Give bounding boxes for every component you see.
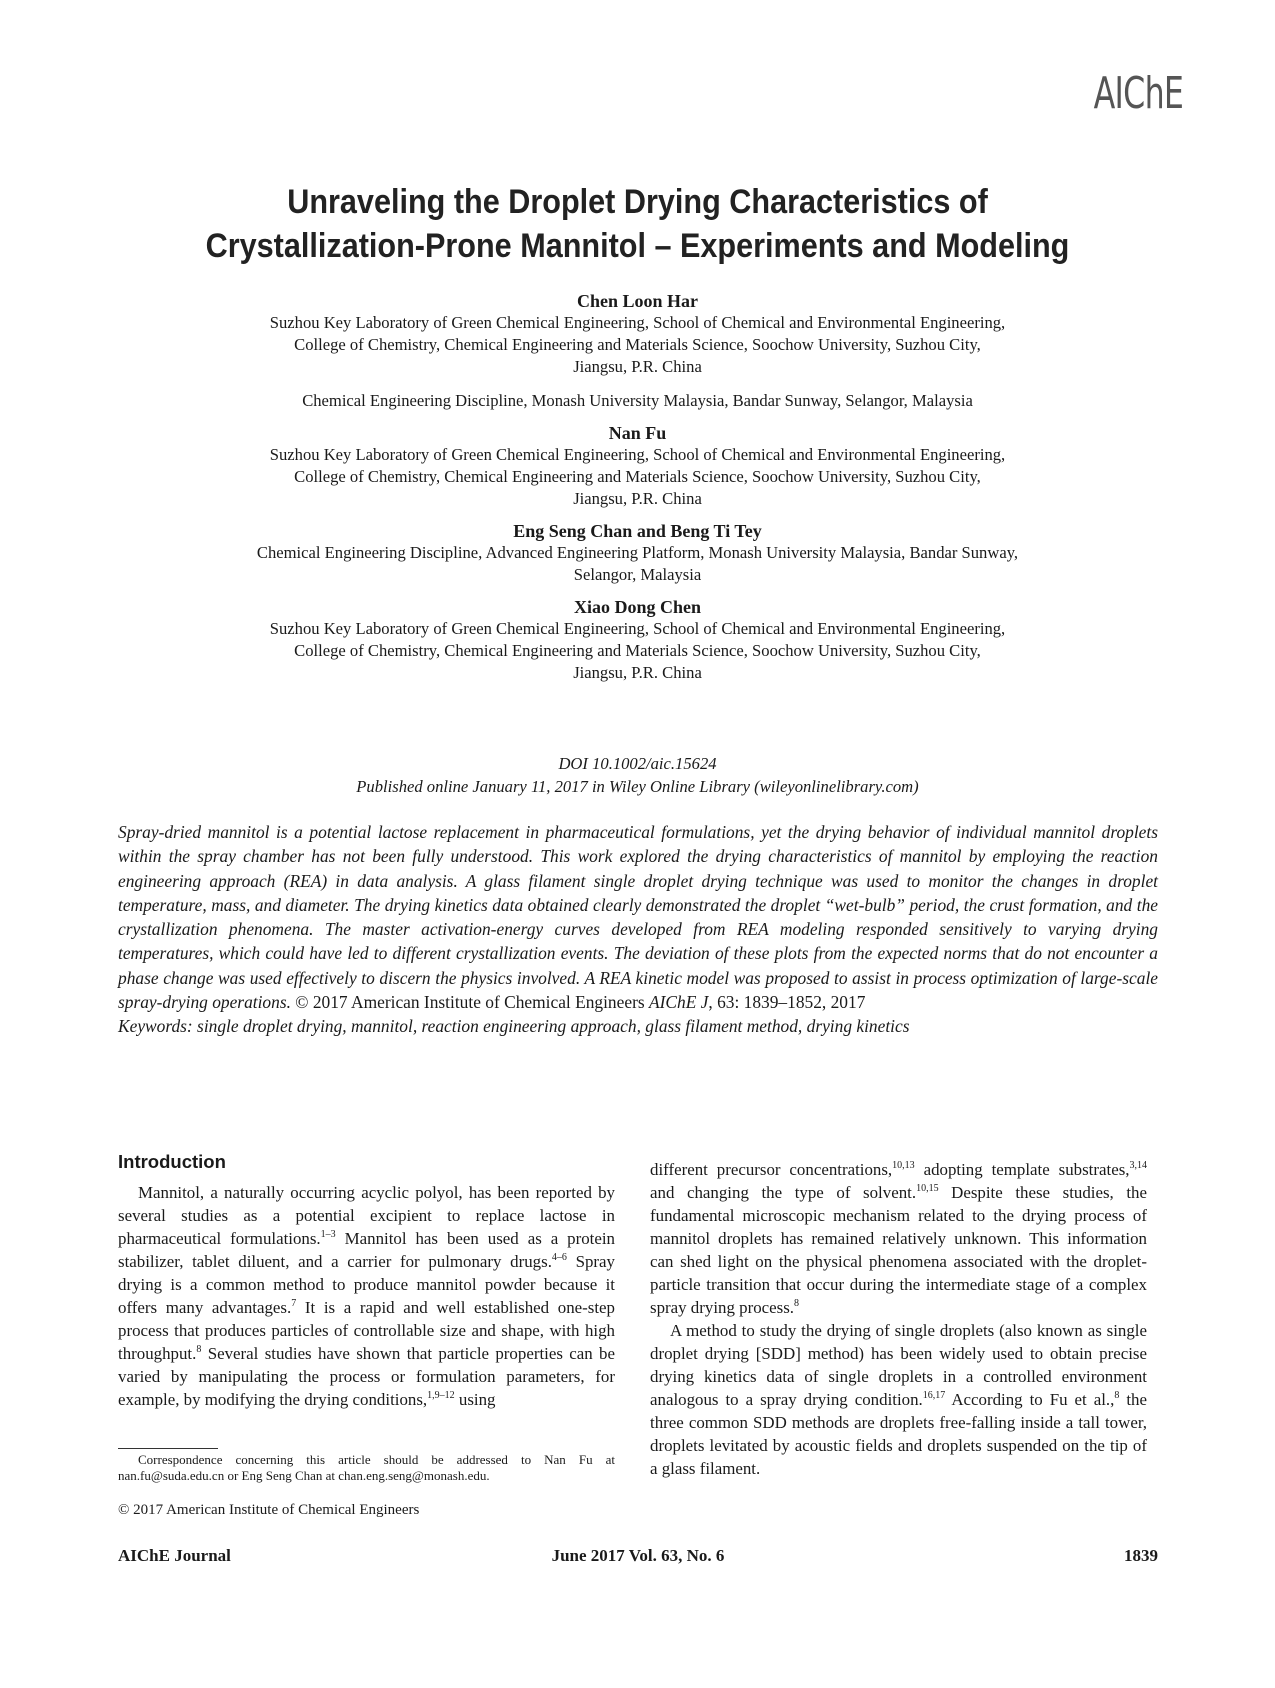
reference-citation[interactable]: 3,14 <box>1129 1160 1147 1171</box>
affiliation-line: Chemical Engineering Discipline, Advanced Engineering Platform, Monash University Malaysia, Bandar Sunway, <box>256 543 1019 562</box>
author-entry <box>110 520 1165 586</box>
footnote-text: Correspondence concerning this article should be addressed to Nan Fu at nan.fu@suda.edu.cn or Eng Seng Chan at chan.eng.seng@monash.edu. <box>118 1452 615 1483</box>
abstract-copyright: © 2017 American Institute of Chemical Engineers <box>290 992 649 1013</box>
publication-info <box>110 752 1165 798</box>
reference-citation[interactable]: 8 <box>196 1344 202 1355</box>
affiliation-line: Suzhou Key Laboratory of Green Chemical Engineering, School of Chemical and Environmental Engineering, <box>269 619 1006 638</box>
journal-abbrev: AIChE J <box>648 992 709 1013</box>
footnote-divider <box>118 1448 218 1449</box>
left-column <box>118 1150 615 1411</box>
abstract-body <box>118 820 1158 1014</box>
keywords: Keywords: single droplet drying, mannitol, reaction engineering approach, glass filament method, drying kinetics <box>118 1016 910 1037</box>
affiliation-line: College of Chemistry, Chemical Engineering and Materials Science, Soochow University, Suzhou City, <box>294 467 981 486</box>
page-number: 1839 <box>1124 1546 1158 1565</box>
abstract <box>118 820 1158 1039</box>
footer-journal: AIChE Journal <box>118 1546 231 1565</box>
published-online: Published online January 11, 2017 in Wiley Online Library (wileyonlinelibrary.com) <box>356 777 919 796</box>
footer-issue: June 2017 Vol. 63, No. 6 <box>551 1546 725 1565</box>
affiliation-line: College of Chemistry, Chemical Engineering and Materials Science, Soochow University, Suzhou City, <box>294 641 981 660</box>
doi[interactable]: DOI 10.1002/aic.15624 <box>558 754 717 773</box>
right-column <box>650 1158 1147 1480</box>
author-entry <box>110 290 1165 412</box>
author-name: Nan Fu <box>608 423 667 443</box>
reference-citation[interactable]: 1,9–12 <box>427 1390 455 1401</box>
reference-citation[interactable]: 8 <box>1114 1390 1120 1401</box>
page-footer <box>118 1544 1158 1568</box>
reference-citation[interactable]: 10,15 <box>916 1183 939 1194</box>
article-title <box>110 180 1165 268</box>
affiliation-line: Jiangsu, P.R. China <box>573 489 702 508</box>
reference-citation[interactable]: 4–6 <box>551 1252 567 1263</box>
author-name: Eng Seng Chan and Beng Ti Tey <box>513 521 762 541</box>
reference-citation[interactable]: 1–3 <box>320 1229 336 1240</box>
author-entry <box>110 422 1165 510</box>
affiliation-line: Jiangsu, P.R. China <box>573 357 702 376</box>
affiliation-line: Suzhou Key Laboratory of Green Chemical Engineering, School of Chemical and Environmental Engineering, <box>269 313 1006 332</box>
affiliation-line: Suzhou Key Laboratory of Green Chemical Engineering, School of Chemical and Environmental Engineering, <box>269 445 1006 464</box>
reference-citation[interactable]: 10,13 <box>892 1160 915 1171</box>
reference-citation[interactable]: 16,17 <box>922 1390 946 1401</box>
abstract-citation: , 63: 1839–1852, 2017 <box>708 992 866 1013</box>
intro-paragraph: Mannitol, a naturally occurring acyclic polyol, has been reported by several studies as a potential excipient to replace lactose in pharmaceutical formulations.$^{1-3}$ Mannitol has been used as a protein stabilizer, tablet diluent, and a carrier for pulmonary drugs.$^{4-6}$ Spray drying is a common method to produce mannitol powder because it offers many advantages.$^7$ It is a rapid and well established one-step process that produces particles of controllable size and shape, with high throughput.$^8$ Several studies have shown that particle properties can be varied by manipulating the process or formulation parameters, for example, by modifying the drying conditions,$^{1,9-12}$ using <box>118 1183 616 1409</box>
affiliation-line: Jiangsu, P.R. China <box>573 663 702 682</box>
author-name: Chen Loon Har <box>576 291 699 311</box>
copyright-notice: © 2017 American Institute of Chemical Engineers <box>118 1502 420 1518</box>
affiliation-line: Chemical Engineering Discipline, Monash University Malaysia, Bandar Sunway, Selangor, Malaysia <box>302 391 973 410</box>
reference-citation[interactable]: 7 <box>291 1298 297 1309</box>
reference-citation[interactable]: 8 <box>794 1298 800 1309</box>
aiche-logo: AIChE <box>1093 68 1184 119</box>
correspondence-footnote <box>118 1452 615 1484</box>
author-block <box>110 290 1165 694</box>
affiliation-line: College of Chemistry, Chemical Engineering and Materials Science, Soochow University, Suzhou City, <box>294 335 981 354</box>
section-heading-introduction: Introduction <box>118 1151 226 1172</box>
title-line-2: Crystallization-Prone Mannitol – Experiments and Modeling <box>205 227 1070 265</box>
abstract-text: Spray-dried mannitol is a potential lactose replacement in pharmaceutical formulations, yet the drying behavior of individual mannitol droplets within the spray chamber has not been fully understood. This work explored the drying characteristics of mannitol by employing the reaction engineering approach (REA) in data analysis. A glass filament single droplet drying technique was used to monitor the changes in droplet temperature, mass, and diameter. The drying kinetics data obtained clearly demonstrated the droplet “wet-bulb” period, the crust formation, and the crystallization phenomena. The master activation-energy curves developed from REA modeling responded sensitively to varying drying temperatures, which could have led to different crystallization events. The deviation of these plots from the expected norms that do not encounter a phase change was used effectively to discern the physics involved. A REA kinetic model was proposed to assist in process optimization of large-scale spray-drying operations. <box>118 822 1158 1013</box>
affiliation-line: Selangor, Malaysia <box>573 565 702 584</box>
title-line-1: Unraveling the Droplet Drying Characteristics of <box>287 183 988 221</box>
intro-paragraph: different precursor concentrations,$^{10,13}$ adopting template substrates,$^{3,14}$ and changing the type of solvent.$^{10,15}$ Despite these studies, the fundamental microscopic mechanism related to the drying process of mannitol droplets has remained relatively unknown. This information can shed light on the physical phenomena associated with the droplet-particle transition that occur during the intermediate stage of a complex spray drying process.$^8$ <box>650 1160 1148 1317</box>
author-name: Xiao Dong Chen <box>573 597 702 617</box>
intro-paragraph: A method to study the drying of single droplets (also known as single droplet drying [SDD] method) has been widely used to obtain precise drying kinetics data of single droplets in a controlled environment analogous to a spray drying condition.$^{16,17}$ According to Fu et al.,$^8$ the three common SDD methods are droplets free-falling inside a tall tower, droplets levitated by acoustic fields and droplets suspended on the tip of a glass filament. <box>650 1321 1147 1478</box>
author-entry <box>110 596 1165 684</box>
